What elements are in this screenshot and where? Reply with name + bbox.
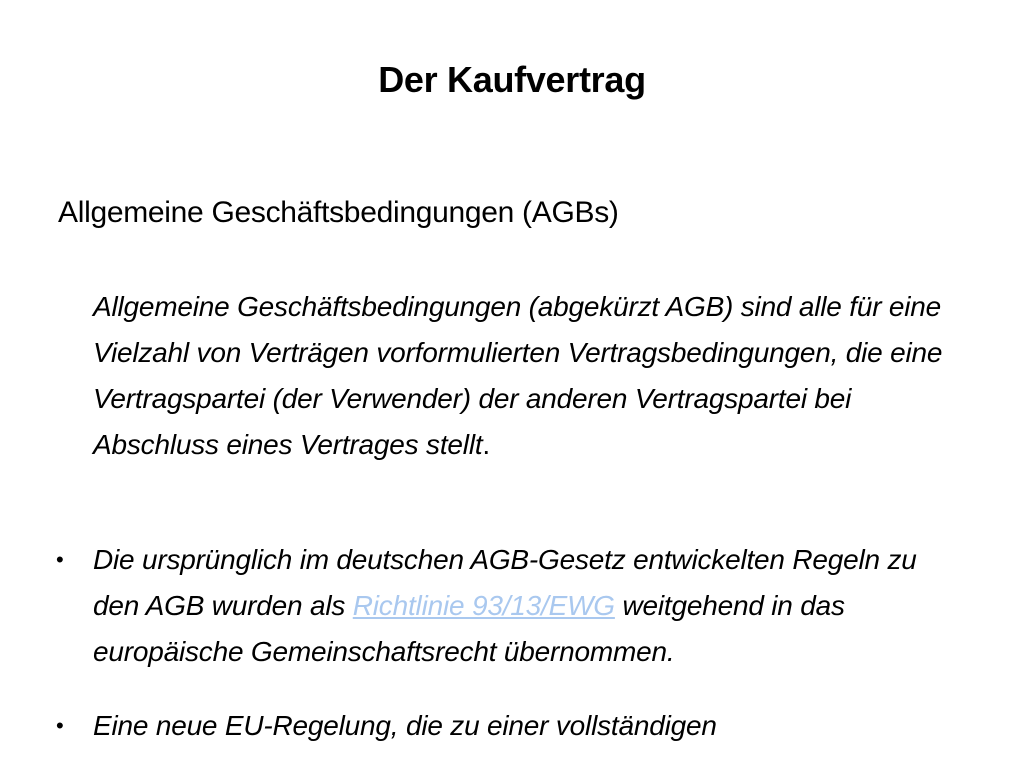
bullet-text-before-link: Die ursprünglich im deutschen AGB-Gesetz entwickelten Regeln zu den AGB wurden als bbox=[93, 544, 917, 621]
section-heading: Allgemeine Geschäftsbedingungen (AGBs) bbox=[58, 196, 619, 229]
bullet-text: Eine neue EU-Regelung, die zu einer vollständigen bbox=[93, 710, 717, 741]
bullet-dot-icon: • bbox=[56, 547, 64, 572]
bullet-text-after-link: weitgehend in das europäische Gemeinschaftsrecht übernommen. bbox=[93, 590, 845, 667]
definition-period: . bbox=[482, 429, 491, 460]
definition-text: Allgemeine Geschäftsbedingungen (abgekürzt AGB) sind alle für eine Vielzahl von Verträgen vorformulierten Vertragsbedingungen, die eine Vertragspartei (der Verwender) der anderen Vertragspartei bei Abschluss eines Vertrages stellt bbox=[93, 291, 943, 460]
bullet-list bbox=[0, 537, 1024, 768]
richtlinie-link[interactable]: Richtlinie 93/13/EWG bbox=[352, 590, 615, 621]
bullet-item bbox=[0, 703, 963, 749]
bullet-item bbox=[0, 537, 963, 675]
slide-title: Der Kaufvertrag bbox=[378, 59, 646, 100]
definition-paragraph bbox=[93, 284, 963, 468]
bullet-dot-icon: • bbox=[56, 713, 64, 738]
